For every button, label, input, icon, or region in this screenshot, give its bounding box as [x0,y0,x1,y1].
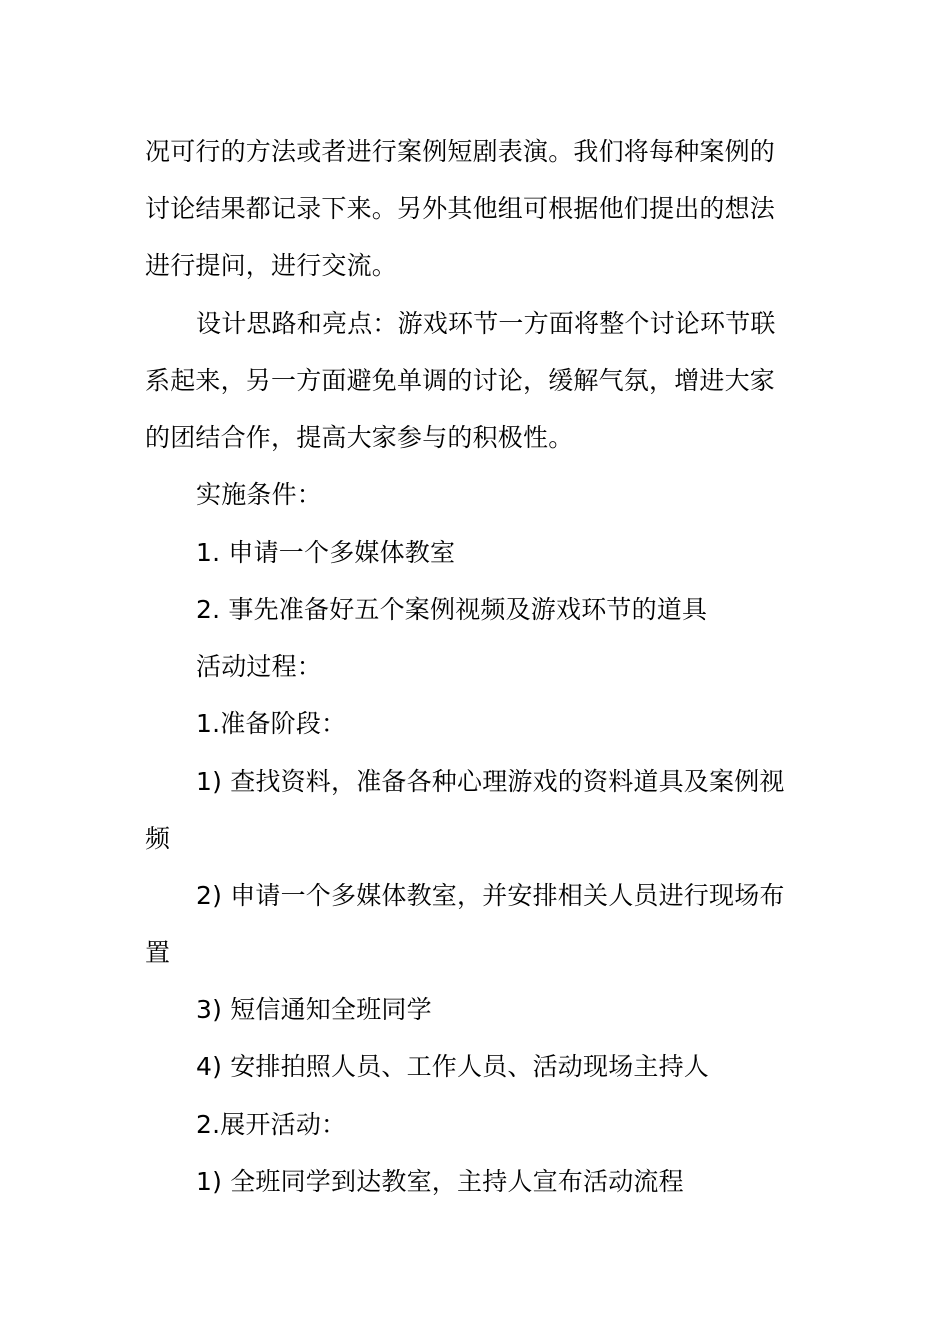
list-item: 4) 安排拍照人员、工作人员、活动现场主持人 [196,1052,710,1081]
list-item: 2) 申请一个多媒体教室，并安排相关人员进行现场布 [196,881,785,910]
list-item: 3) 短信通知全班同学 [196,995,432,1024]
paragraph-line: 讨论结果都记录下来。另外其他组可根据他们提出的想法 [145,194,776,223]
paragraph-line: 系起来，另一方面避免单调的讨论，缓解气氛，增进大家 [145,366,776,395]
list-item: 2. 事先准备好五个案例视频及游戏环节的道具 [196,595,708,624]
paragraph-line: 的团结合作，提高大家参与的积极性。 [145,423,574,452]
list-item-continuation: 频 [145,824,171,853]
paragraph-line: 进行提问，进行交流。 [145,251,398,280]
section-heading: 活动过程： [196,652,323,681]
list-item: 1. 申请一个多媒体教室 [196,538,456,567]
subsection-heading: 2.展开活动： [196,1110,347,1139]
list-item: 1) 查找资料，准备各种心理游戏的资料道具及案例视 [196,767,785,796]
paragraph-line: 设计思路和亮点：游戏环节一方面将整个讨论环节联 [196,309,776,338]
list-item: 1) 全班同学到达教室，主持人宣布活动流程 [196,1167,684,1196]
section-heading: 实施条件： [196,480,323,509]
paragraph-line: 况可行的方法或者进行案例短剧表演。我们将每种案例的 [145,137,776,166]
list-item-continuation: 置 [145,938,171,967]
subsection-heading: 1.准备阶段： [196,709,347,738]
